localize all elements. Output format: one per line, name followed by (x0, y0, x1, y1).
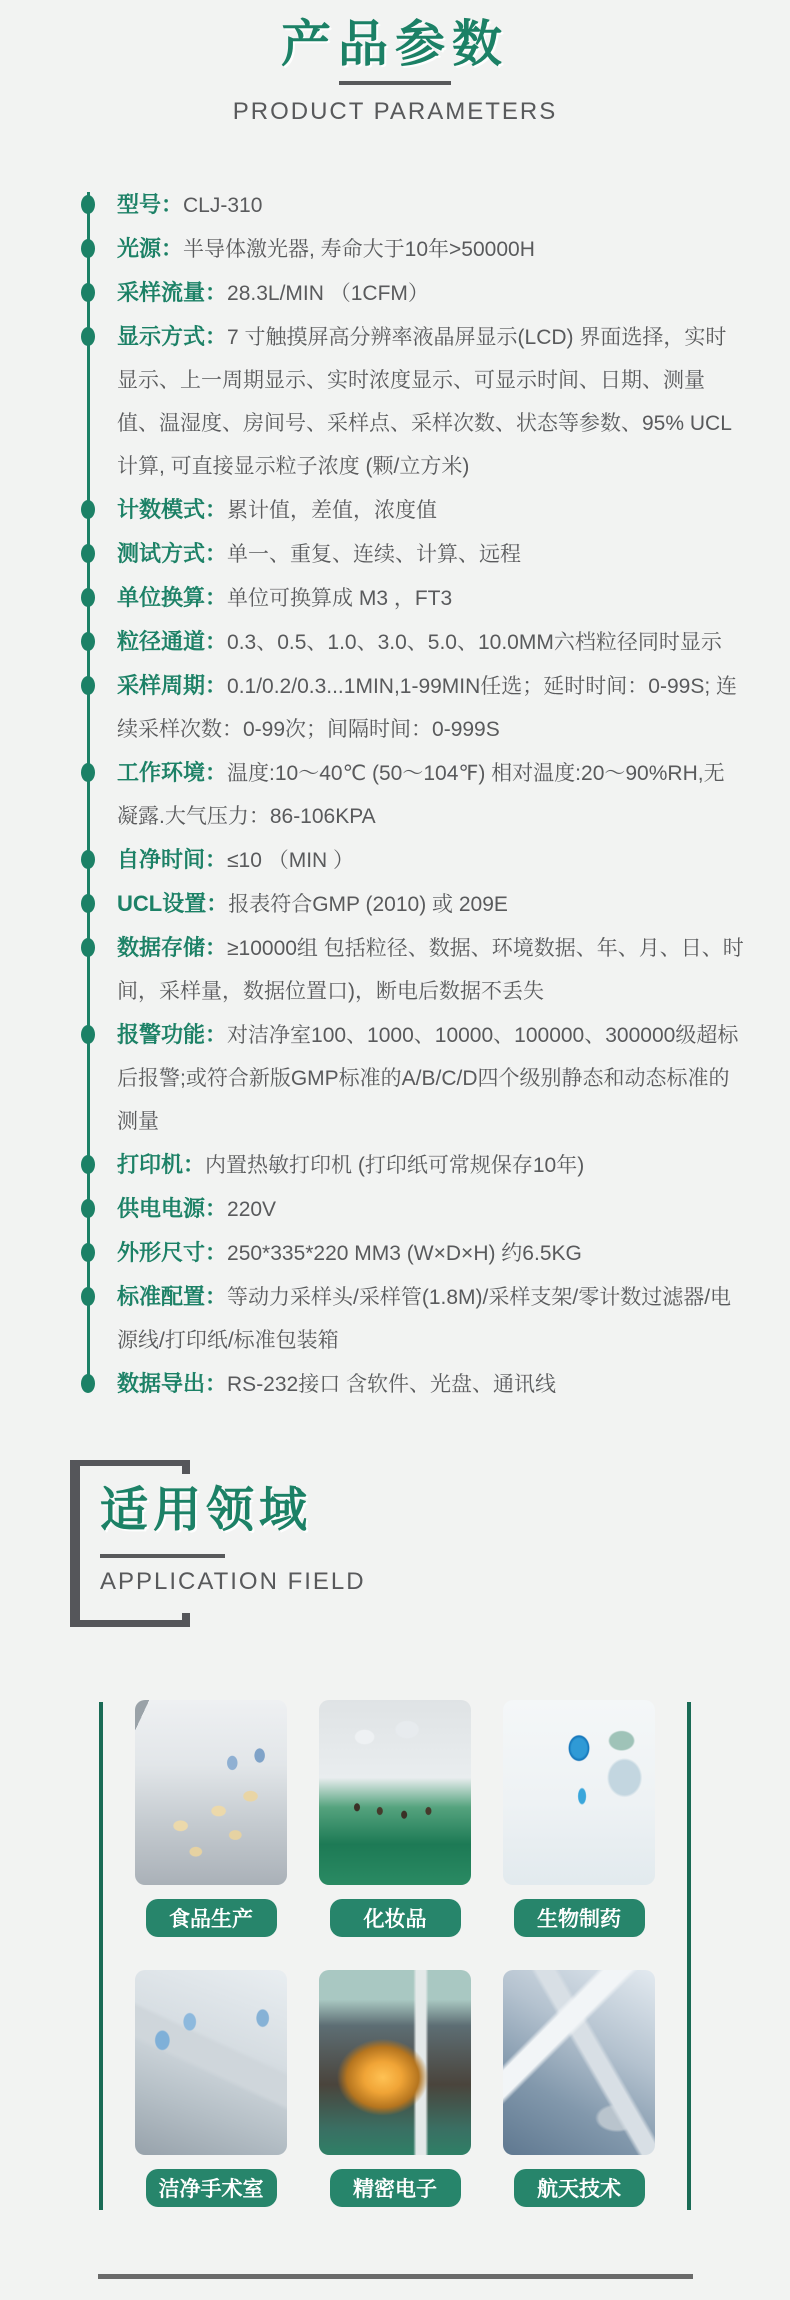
application-item (135, 1700, 287, 1937)
application-image-cosmetics (319, 1700, 471, 1885)
bullet-dot-icon (81, 1155, 95, 1174)
parameter-row (117, 1362, 745, 1406)
bullet-dot-icon (81, 500, 95, 519)
application-image-food-production (135, 1700, 287, 1885)
parameter-row (117, 1275, 745, 1362)
bullet-dot-icon (81, 632, 95, 651)
application-image-clean-operating-room (135, 1970, 287, 2155)
parameter-label: 计数模式： (117, 497, 228, 522)
parameter-label: 外形尺寸： (117, 1240, 228, 1265)
parameter-label: UCL设置： (117, 891, 229, 916)
parameter-value: 等动力采样头/采样管(1.8M)/采样支架/零计数过滤器/电源线/打印纸/标准包装箱 (117, 1286, 732, 1352)
bullet-dot-icon (81, 283, 95, 302)
parameters-list (117, 183, 745, 1406)
bullet-dot-icon (81, 676, 95, 695)
parameter-value: 单位可换算成 M3 ，FT3 (227, 587, 453, 610)
parameter-row (117, 532, 745, 576)
bullet-dot-icon (81, 588, 95, 607)
bullet-dot-icon (81, 850, 95, 869)
parameter-row (117, 838, 745, 882)
parameter-label: 数据导出： (117, 1371, 228, 1396)
parameter-value: 0.3、0.5、1.0、3.0、5.0、10.0MM六档粒径同时显示 (227, 631, 722, 654)
page-title: 产品参数 (281, 16, 509, 72)
bullet-dot-icon (81, 327, 95, 346)
parameter-value: ≥10000组 包括粒径、数据、环境数据、年、月、日、时间，采样量，数据位置口)，断电后数据不丢失 (117, 937, 744, 1003)
application-grid (135, 1700, 655, 2207)
right-accent-bar (687, 1702, 691, 2210)
application-item (319, 1700, 471, 1937)
application-image-precision-electronics (319, 1970, 471, 2155)
parameter-label: 显示方式： (117, 324, 228, 349)
parameter-label: 光源： (117, 236, 184, 261)
application-grid-section (0, 1700, 790, 2210)
bullet-dot-icon (81, 1374, 95, 1393)
parameter-label: 工作环境： (117, 760, 228, 785)
parameter-row (117, 183, 745, 227)
parameter-value: RS-232接口 含软件、光盘、通讯线 (227, 1373, 557, 1396)
parameter-label: 数据存储： (117, 935, 228, 960)
application-section-title: 适用领域 (100, 1484, 313, 1537)
application-label-badge: 精密电子 (330, 2169, 461, 2207)
application-label-badge: 食品生产 (146, 1899, 277, 1937)
parameter-label: 单位换算： (117, 585, 228, 610)
parameter-label: 粒径通道： (117, 629, 228, 654)
bullet-dot-icon (81, 763, 95, 782)
left-accent-bar (99, 1702, 103, 2210)
application-item (135, 1970, 287, 2207)
parameter-value: 累计值，差值，浓度值 (227, 499, 438, 522)
application-item (503, 1700, 655, 1937)
title-underline (339, 81, 451, 85)
parameter-row (117, 882, 745, 926)
parameter-value: 250*335*220 MM3 (W×D×H) 约6.5KG (227, 1242, 582, 1265)
parameter-row (117, 1013, 745, 1143)
parameter-row (117, 664, 745, 751)
bullet-dot-icon (81, 1243, 95, 1262)
parameter-value: 温度:10～40℃ (50～104℉) 相对温度:20～90%RH,无凝露.大气压力：86-106KPA (117, 762, 725, 828)
parameter-value: 对洁净室100、1000、10000、100000、300000级超标后报警;或符合新版GMP标准的A/B/C/D四个级别静态和动态标准的测量 (117, 1024, 739, 1133)
parameter-value: 28.3L/MIN （1CFM） (227, 282, 429, 305)
parameter-value: 220V (227, 1198, 277, 1221)
application-item (319, 1970, 471, 2207)
application-section-subtitle: APPLICATION FIELD (100, 1568, 366, 1595)
parameter-row (117, 1187, 745, 1231)
application-section-header (0, 1460, 790, 1628)
parameter-label: 自净时间： (117, 847, 228, 872)
parameter-value: ≤10 （MIN ） (227, 849, 355, 872)
application-label-badge: 航天技术 (514, 2169, 645, 2207)
parameter-label: 采样周期： (117, 673, 228, 698)
frame-notch-bottom (182, 1613, 190, 1627)
parameter-row (117, 620, 745, 664)
application-image-biopharmaceutical (503, 1700, 655, 1885)
parameter-value: 报表符合GMP (2010) 或 209E (228, 893, 508, 916)
bullet-dot-icon (81, 544, 95, 563)
parameter-value: CLJ-310 (183, 194, 263, 217)
application-section-titles (100, 1486, 366, 1596)
parameter-value: 内置热敏打印机 (打印纸可常规保存10年) (205, 1154, 585, 1177)
application-label-badge: 洁净手术室 (146, 2169, 277, 2207)
parameter-label: 报警功能： (117, 1022, 228, 1047)
bullet-dot-icon (81, 1025, 95, 1044)
application-item (503, 1970, 655, 2207)
footer-divider (98, 2274, 693, 2279)
parameter-row (117, 751, 745, 838)
bullet-dot-icon (81, 894, 95, 913)
bullet-dot-icon (81, 1199, 95, 1218)
parameters-header (0, 0, 790, 126)
parameter-label: 打印机： (117, 1152, 206, 1177)
frame-notch-top (182, 1460, 190, 1474)
parameter-label: 标准配置： (117, 1284, 228, 1309)
bullet-dot-icon (81, 938, 95, 957)
application-label-badge: 化妆品 (330, 1899, 461, 1937)
parameter-row (117, 1143, 745, 1187)
parameter-value: 半导体激光器, 寿命大于10年>50000H (183, 238, 535, 261)
parameter-value: 单一、重复、连续、计算、远程 (227, 543, 522, 566)
bullet-dot-icon (81, 195, 95, 214)
parameter-row (117, 488, 745, 532)
parameter-value: 7 寸触摸屏高分辨率液晶屏显示(LCD) 界面选择，实时显示、上一周期显示、实时浓度显示、可显示时间、日期、测量值、温湿度、房间号、采样点、采样次数、状态等参数、95% UCL 计算, 可直接显示粒子浓度 (颗/立方米) (117, 326, 732, 478)
parameter-row (117, 315, 745, 488)
parameter-row (117, 576, 745, 620)
bullet-dot-icon (81, 239, 95, 258)
application-image-aerospace-technology (503, 1970, 655, 2155)
parameter-value: 0.1/0.2/0.3...1MIN,1-99MIN任选；延时时间：0-99S; 连续采样次数：0-99次；间隔时间：0-999S (117, 675, 738, 741)
parameter-label: 采样流量： (117, 280, 228, 305)
parameter-row (117, 1231, 745, 1275)
application-label-badge: 生物制药 (514, 1899, 645, 1937)
parameter-row (117, 926, 745, 1013)
bullet-dot-icon (81, 1287, 95, 1306)
page-subtitle: PRODUCT PARAMETERS (232, 98, 558, 125)
parameter-label: 测试方式： (117, 541, 228, 566)
parameter-row (117, 227, 745, 271)
parameter-label: 型号： (117, 192, 184, 217)
parameter-label: 供电电源： (117, 1196, 228, 1221)
parameter-row (117, 271, 745, 315)
application-title-underline (100, 1554, 225, 1558)
